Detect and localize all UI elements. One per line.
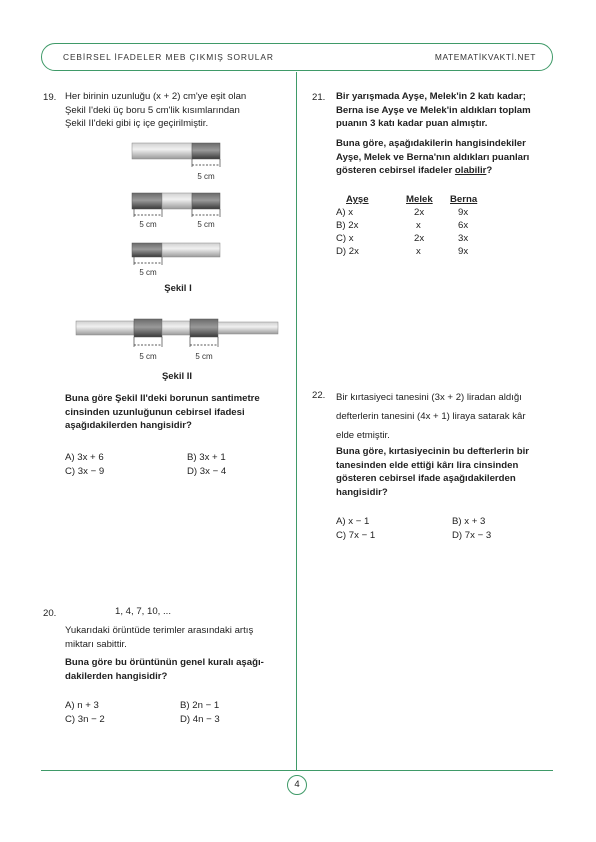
q21-question-line: Buna göre, aşağıdakilerin hangisindekiler xyxy=(336,138,526,149)
table-cell: x xyxy=(416,246,421,257)
dim-label: 5 cm xyxy=(139,352,157,361)
pipe-assembled xyxy=(76,319,278,361)
q19-pipe-figure xyxy=(60,135,290,385)
q19-text-line: Şekil I'deki üç boru 5 cm'lik kısımlarından xyxy=(65,104,240,116)
q21-table xyxy=(336,193,490,258)
q19-stem xyxy=(65,90,290,131)
q21-number: 21. xyxy=(312,92,326,103)
dim-label: 5 cm xyxy=(139,220,157,229)
q19-question-line: aşağıdakilerden hangisidir? xyxy=(65,420,192,431)
q20-text-line: miktarı sabittir. xyxy=(65,638,127,650)
pipe-1 xyxy=(132,143,220,181)
header-site: MATEMATİKVAKTİ.NET xyxy=(434,52,536,62)
table-header-ayse: Ayşe xyxy=(346,194,369,205)
dim-label: 5 cm xyxy=(139,268,157,277)
q21-question-line-last xyxy=(336,164,556,178)
q19-option-a[interactable]: A) 3x + 6 xyxy=(65,452,104,463)
q19-question xyxy=(65,392,290,433)
q21-question-line: Ayşe, Melek ve Berna'nın aldıkları puanları xyxy=(336,151,530,163)
q21-question xyxy=(336,137,556,178)
table-cell: B) 2x xyxy=(336,220,359,231)
q21-text-line: puanın 3 katı kadar puan almıştır. xyxy=(336,118,488,129)
table-cell: C) x xyxy=(336,233,354,244)
q22-question-line: Buna göre, kırtasiyecinin bu defterlerin bir xyxy=(336,446,529,457)
table-cell: D) 2x xyxy=(336,246,359,257)
q22-text-line: Bir kırtasiyeci tanesini (3x + 2) liradan aldığı xyxy=(336,392,522,403)
q20-sequence: 1, 4, 7, 10, ... xyxy=(115,606,171,617)
q20-option-c[interactable]: C) 3n − 2 xyxy=(65,714,105,725)
q20-option-a[interactable]: A) n + 3 xyxy=(65,700,99,711)
q21-question-line: gösteren cebirsel ifadeler xyxy=(336,165,453,176)
table-row[interactable] xyxy=(336,245,490,258)
table-cell: x xyxy=(416,220,421,231)
q19-option-c[interactable]: C) 3x − 9 xyxy=(65,466,105,477)
q22-option-a[interactable]: A) x − 1 xyxy=(336,516,370,527)
header-title: CEBİRSEL İFADELER MEB ÇIKMIŞ SORULAR xyxy=(63,52,274,62)
pipe-3 xyxy=(132,243,220,277)
q22-option-d[interactable]: D) 7x − 3 xyxy=(452,530,492,541)
q20-question-line: dakilerden hangisidir? xyxy=(65,670,168,682)
q21-question-end: ? xyxy=(486,165,493,176)
q20-question-line: Buna göre bu örüntünün genel kuralı aşağı- xyxy=(65,657,264,668)
dim-label: 5 cm xyxy=(197,172,215,181)
footer-divider xyxy=(41,770,553,771)
q19-number: 19. xyxy=(43,92,57,103)
q21-text-line: Bir yarışmada Ayşe, Melek'in 2 katı kadar; xyxy=(336,91,526,102)
table-cell: 2x xyxy=(414,233,425,244)
table-cell: 6x xyxy=(458,220,469,231)
page-header xyxy=(41,43,553,71)
table-cell: 3x xyxy=(458,233,469,244)
pipe-2 xyxy=(132,193,220,229)
q19-option-b[interactable]: B) 3x + 1 xyxy=(187,452,226,463)
figure-2-label: Şekil II xyxy=(161,371,193,382)
figure-1-label: Şekil I xyxy=(164,283,192,294)
q22-question-line: tanesinden elde ettiği kârı lira cinsinden xyxy=(336,459,519,471)
table-cell: 9x xyxy=(458,246,469,257)
q22-question xyxy=(336,445,556,499)
table-row[interactable] xyxy=(336,206,490,219)
table-header-berna: Berna xyxy=(450,194,478,205)
q21-question-underlined: olabilir xyxy=(454,165,487,176)
table-cell: A) x xyxy=(336,207,354,218)
q22-question-line: hangisidir? xyxy=(336,486,388,498)
table-cell: 2x xyxy=(414,207,425,218)
q20-option-b[interactable]: B) 2n − 1 xyxy=(180,700,220,711)
q19-question-line: cinsinden uzunluğunun cebirsel ifadesi xyxy=(65,406,245,418)
q20-stem xyxy=(65,624,290,651)
column-divider xyxy=(296,72,297,770)
q19-option-d[interactable]: D) 3x − 4 xyxy=(187,466,227,477)
q21-stem xyxy=(336,90,556,131)
table-row[interactable] xyxy=(336,232,490,245)
page-number: 4 xyxy=(287,775,307,795)
q22-number: 22. xyxy=(312,390,326,401)
q22-stem xyxy=(336,388,556,445)
q19-text-line: Şekil II'deki gibi iç içe geçirilmiştir. xyxy=(65,118,209,129)
q20-option-d[interactable]: D) 4n − 3 xyxy=(180,714,220,725)
table-cell: 9x xyxy=(458,207,469,218)
q20-number: 20. xyxy=(43,608,57,619)
dim-label: 5 cm xyxy=(195,352,213,361)
q20-question xyxy=(65,656,290,683)
q22-option-b[interactable]: B) x + 3 xyxy=(452,516,486,527)
q20-text-line: Yukarıdaki örüntüde terimler arasındaki artış xyxy=(65,625,254,636)
q22-text-line: elde etmiştir. xyxy=(336,430,390,441)
q19-text-line: Her birinin uzunluğu (x + 2) cm'ye eşit olan xyxy=(65,91,247,102)
q22-question-line: gösteren cebirsel ifade aşağıdakilerden xyxy=(336,473,516,484)
q22-text-line: defterlerin tanesini (4x + 1) liraya satarak kâr xyxy=(336,411,526,422)
table-header-row xyxy=(336,193,490,206)
dim-label: 5 cm xyxy=(197,220,215,229)
q19-question-line: Buna göre Şekil II'deki borunun santimetre xyxy=(65,393,260,404)
q22-option-c[interactable]: C) 7x − 1 xyxy=(336,530,376,541)
table-header-melek: Melek xyxy=(406,194,433,205)
table-row[interactable] xyxy=(336,219,490,232)
q21-text-line: Berna ise Ayşe ve Melek'in aldıkları toplam xyxy=(336,104,531,116)
